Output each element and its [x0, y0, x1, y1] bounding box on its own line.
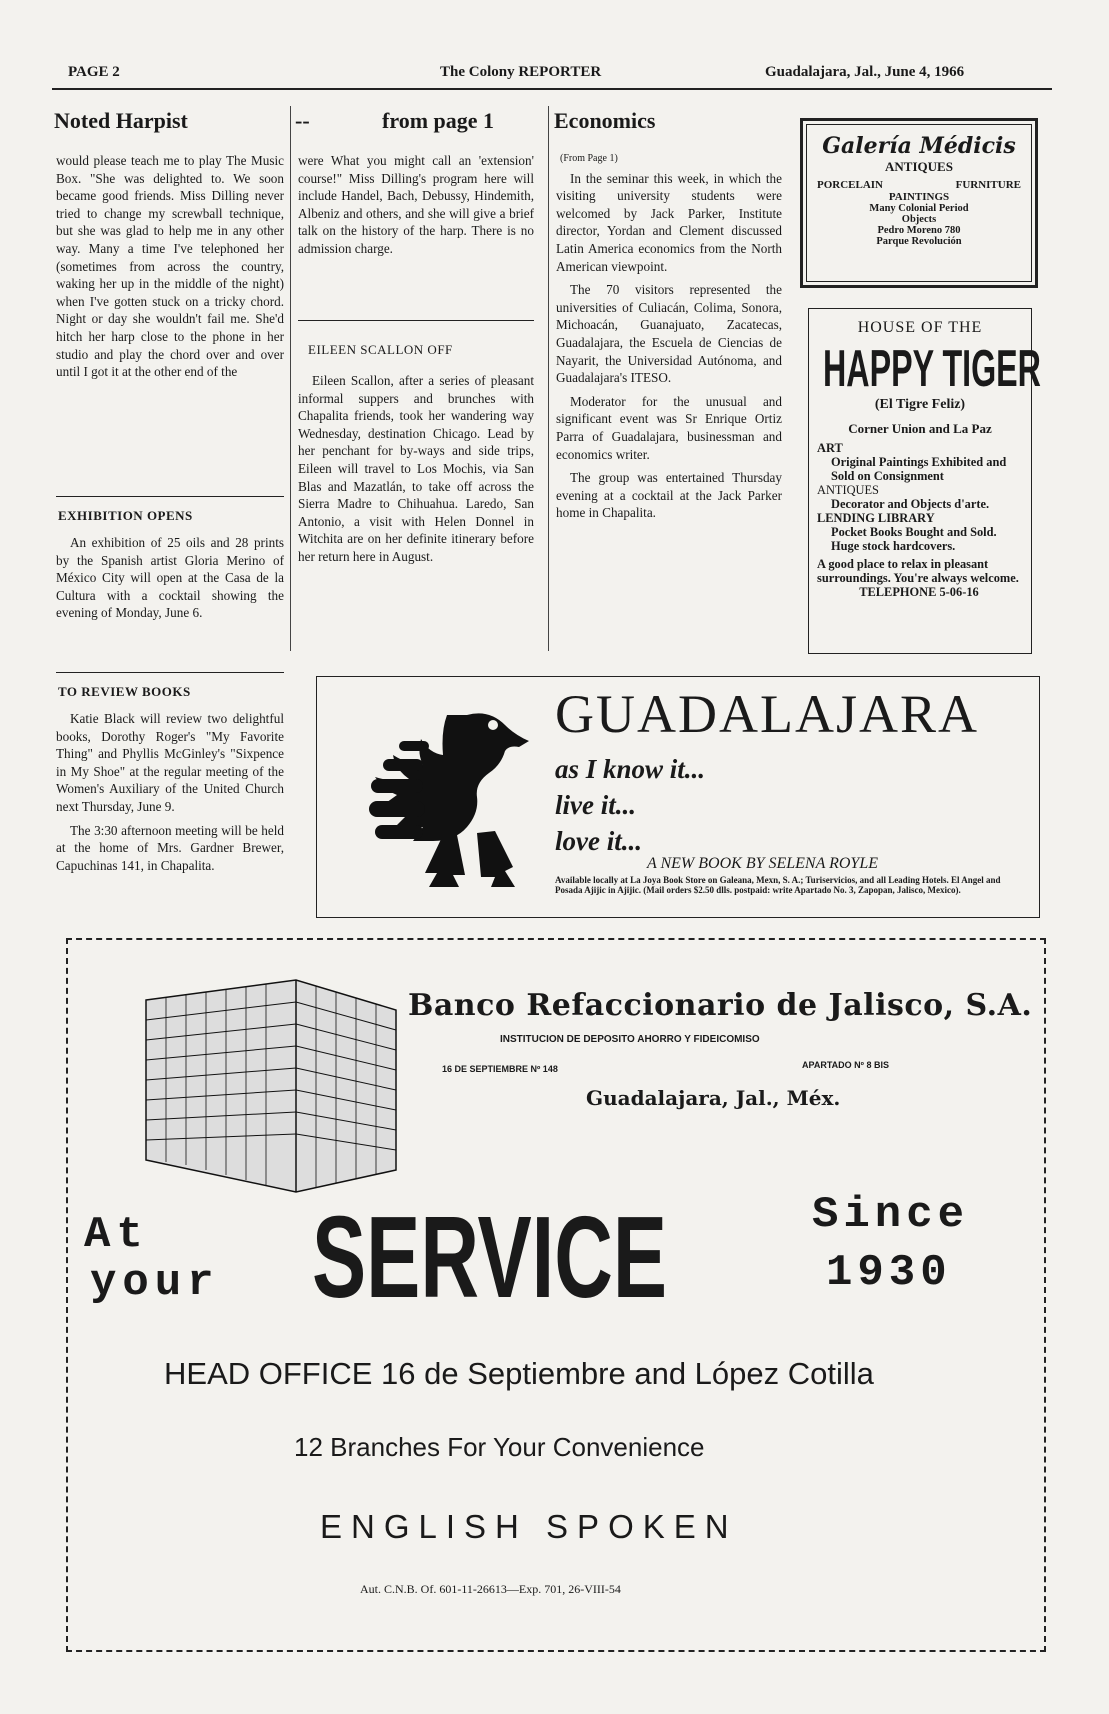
- column-divider: [290, 106, 291, 651]
- bank-ad: [66, 938, 1046, 1652]
- medicis-line: PAINTINGS: [888, 191, 950, 203]
- bank-city: Guadalajara, Jal., Méx.: [586, 1086, 841, 1110]
- your-word: your: [90, 1258, 220, 1308]
- tiger-corner: Corner Union and La Paz: [848, 421, 992, 436]
- medicis-name: Galería Médicis: [822, 133, 1016, 159]
- medicis-line: ANTIQUES: [885, 159, 953, 174]
- harpist-dash: --: [295, 108, 310, 133]
- section-rule: [298, 320, 534, 321]
- bank-name: Banco Refaccionario de Jalisco, S.A.: [408, 988, 1033, 1023]
- review-text: Katie Black will review two delightful books, Dorothy Roger's "My Favorite Thing" and Phyllis McGinley's "Sixpence in My Shoe" at the regular meeting of the Women's Auxiliary of the United Church next Thursday, June 9. The 3:30 afternoon meeting will be held at the home of Mrs. Gardner Brewer, Capuchinas 141, in Chapalita.: [56, 711, 284, 873]
- at-word: At: [84, 1210, 149, 1260]
- book-ad: [316, 676, 1040, 918]
- medicis-line: Parque Revolución: [876, 236, 962, 247]
- medicis-line: PORCELAIN: [817, 179, 884, 191]
- medicis-line: Many Colonial Period: [869, 203, 969, 214]
- tiger-antiques-text: Decorator and Objects d'arte.: [831, 497, 990, 511]
- book-availability: Available locally at La Joya Book Store on Galeana, Mexn, S. A.; Turiservicios, and all Leading Hotels. El Angel and Posada Ajijic in Ajijic. (Mail orders $2.50 dlls. postpaid: write Apartado No. 3, Zapopan, Jalisco, Mexico).: [555, 875, 1001, 895]
- tiger-name: HAPPY TIGER: [823, 340, 1041, 398]
- book-title: GUADALAJARA: [555, 684, 979, 744]
- dateline: Guadalajara, Jal., June 4, 1966: [765, 64, 965, 80]
- exhibition-headline: EXHIBITION OPENS: [58, 508, 193, 523]
- scallon-text: Eileen Scallon, after a series of pleasant informal suppers and brunches with Chapalita friends, took her wandering way Wednesday, destination Chicago. Lead by her penchant for by-ways and side trips, Eileen will travel to Los Mochis, via San Blas and Mazatlán, to take off across the Sierra Madre to Chihuahua. Laredo, San Antonio, a visit with Helen Donnel in Witchita are on her definite itinerary before her return here in August.: [298, 373, 534, 564]
- tiger-library-label: LENDING LIBRARY: [817, 511, 935, 525]
- page-number: PAGE 2: [68, 64, 120, 80]
- book-tagline: love it...: [555, 826, 642, 856]
- tiger-art-label: ART: [817, 441, 843, 455]
- medicis-line: FURNITURE: [955, 179, 1021, 191]
- medicis-line: Objects: [901, 214, 937, 225]
- bank-building-icon: [116, 970, 416, 1200]
- section-rule: [56, 672, 284, 673]
- economics-headline: Economics: [554, 108, 656, 133]
- book-tagline: live it...: [555, 790, 636, 820]
- english-spoken: ENGLISH SPOKEN: [320, 1508, 738, 1545]
- bank-institution: INSTITUCION DE DEPOSITO AHORRO Y FIDEICOMISO: [500, 1034, 760, 1045]
- tiger-house: HOUSE OF THE: [857, 319, 983, 336]
- tiger-relax: A good place to relax in pleasant surroundings. You're always welcome.: [817, 557, 1019, 585]
- column-divider: [548, 106, 549, 651]
- year-word: 1930: [826, 1248, 952, 1298]
- review-headline: TO REVIEW BOOKS: [58, 684, 191, 699]
- scallon-headline: EILEEN SCALLON OFF: [308, 342, 453, 357]
- authorization: Aut. C.N.B. Of. 601-11-26613—Exp. 701, 26-VIII-54: [360, 1582, 621, 1596]
- book-subtitle: A NEW BOOK BY SELENA ROYLE: [647, 855, 878, 872]
- tiger-phone: TELEPHONE 5-06-16: [859, 585, 979, 599]
- service-word: SERVICE: [312, 1192, 668, 1322]
- branches: 12 Branches For Your Convenience: [294, 1432, 705, 1462]
- medicis-line: Pedro Moreno 780: [877, 225, 961, 236]
- harpist-column-1: would please teach me to play The Music Box. "She was delighted to. We soon became good friends. Miss Dilling never tried to change my screwball technique, but she was glad to help me in any other way. Many a time I've telephoned her (sometimes from across the country, waking her up in the middle of the night) when I've gotten stuck on a tricky chord. Night or day she wouldn't fail me. She'd hitch her harp close to the phone in her studio and play the chord over and over until I got it at the other end of the: [56, 153, 284, 380]
- tiger-spanish: (El Tigre Feliz): [874, 397, 966, 412]
- newspaper-title: The Colony REPORTER: [440, 64, 602, 80]
- exhibition-text: An exhibition of 25 oils and 28 prints by the Spanish artist Gloria Merino of México City will open at the Casa de la Cultura with a cocktail showing the evening of Monday, June 6.: [56, 535, 284, 621]
- tiger-antiques-label: ANTIQUES: [817, 483, 879, 497]
- happy-tiger-ad: [808, 308, 1041, 654]
- since-word: Since: [812, 1190, 970, 1240]
- harpist-headline: Noted Harpist: [54, 108, 188, 133]
- tiger-art-text: Original Paintings Exhibited and Sold on Consignment: [831, 455, 1007, 483]
- harpist-column-2: were What you might call an 'extension' course!" Miss Dilling's program here will include Handel, Bach, Debussy, Hindemith, Albeniz and others, and she will give a brief talk on the history of the harp. There is no admission charge.: [298, 153, 534, 256]
- economics-text: (From Page 1) In the seminar this week, in which the visiting university students were welcomed by Jack Parker, Institute director, Yordan and Clement discussed Latin America economics from the North American viewpoint. The 70 visitors represented the universities of Culiacán, Colima, Sonora, Michoacán, Guanajuato, Zacatecas, Guadalajara, the Escuela de Ciencias de Nayarit, the Universidad Autónoma, and Guadalajara's ITESO. Moderator for the unusual and significant event was Sr Enrique Ortiz Parra of Guadalajara, businessman and economics writer. The group was entertained Thursday evening at a cocktail at the Jack Parker home in Chapalita.: [556, 153, 782, 521]
- bank-apartado: APARTADO Nº 8 BIS: [802, 1060, 889, 1070]
- tiger-library-text: Pocket Books Bought and Sold. Huge stock hardcovers.: [831, 525, 997, 553]
- header-rule: [52, 88, 1052, 90]
- head-office: HEAD OFFICE 16 de Septiembre and López Cotilla: [164, 1356, 874, 1391]
- bank-address: 16 DE SEPTIEMBRE Nº 148: [442, 1064, 558, 1074]
- bird-emblem-icon: [347, 695, 547, 895]
- section-rule: [56, 496, 284, 497]
- harpist-continued: from page 1: [382, 108, 495, 133]
- book-tagline: as I know it...: [555, 754, 706, 784]
- medicis-ad: [800, 118, 1038, 288]
